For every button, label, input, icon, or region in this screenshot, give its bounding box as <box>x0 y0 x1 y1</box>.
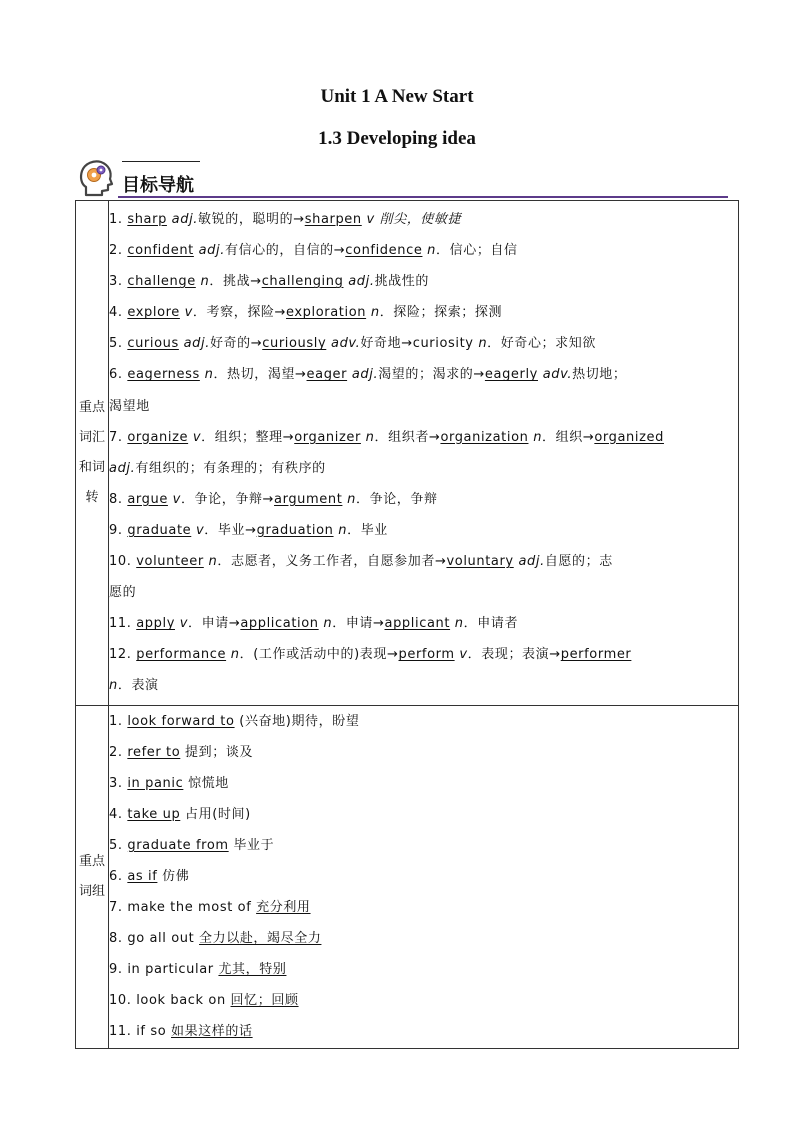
underlined-term: confident <box>127 243 194 259</box>
list-item <box>109 923 738 954</box>
underlined-term: challenging <box>261 274 344 290</box>
list-item <box>109 670 738 701</box>
list-item <box>109 297 738 328</box>
line-text: 热切地； <box>572 367 627 383</box>
underlined-term: take up <box>127 806 181 822</box>
line-text: ．挑战→ <box>209 274 262 290</box>
list-item <box>109 235 738 266</box>
underlined-term: 充分利用 <box>256 900 311 916</box>
line-text: ．争论，争辩→ <box>180 491 275 507</box>
line-text: 提到；谈及 <box>180 744 254 760</box>
phrase-list <box>109 705 739 1048</box>
head-gears-icon <box>78 159 114 197</box>
line-text: n <box>422 243 437 259</box>
list-item <box>109 892 738 923</box>
underlined-term: sharp <box>127 212 167 227</box>
line-text: ．组织→ <box>542 429 595 445</box>
line-text: ．毕业→ <box>204 522 257 538</box>
underlined-term: as if <box>127 868 158 884</box>
line-text: n <box>333 522 348 538</box>
underlined-term: 回忆；回顾 <box>230 993 299 1009</box>
line-text: 7. <box>109 429 128 445</box>
underlined-term: argument <box>274 491 343 507</box>
line-text: ．信心；自信 <box>436 243 518 259</box>
line-text: 渴望的；渴求的→ <box>378 367 485 383</box>
category-cell-phrases: 重点 词组 <box>76 705 109 1048</box>
list-item <box>109 391 738 422</box>
line-text: ．好奇心；求知欲 <box>487 336 596 352</box>
underlined-term: volunteer <box>136 554 204 570</box>
line-text: 11. <box>109 616 137 632</box>
line-text: n <box>360 429 375 445</box>
phrase-section-row <box>76 705 739 1048</box>
line-text: adj. <box>347 367 379 383</box>
line-text: 7. make the most of <box>109 900 257 916</box>
line-text: n <box>203 554 218 570</box>
underlined-term: curiously <box>262 336 327 352</box>
line-text: 11. if so <box>109 1024 171 1040</box>
line-text: adj. <box>343 274 375 290</box>
line-text: ．组织者→ <box>374 429 441 445</box>
line-text: 渴望地 <box>109 398 150 414</box>
underlined-term: explore <box>127 305 180 321</box>
line-text: 好奇的→ <box>209 336 263 352</box>
category-cell-vocab: 重点 词汇 和词 转 <box>76 201 109 706</box>
line-text: 挑战性的 <box>374 274 429 290</box>
underlined-term: challenge <box>127 274 196 290</box>
line-text: ．志愿者，义务工作者，自愿参加者→ <box>217 554 447 570</box>
list-item <box>109 546 738 577</box>
line-text: 9. <box>109 522 128 538</box>
banner-top-rule <box>122 161 200 162</box>
list-item <box>109 515 738 546</box>
line-text: 愿的 <box>109 585 137 601</box>
line-text: n <box>450 616 464 632</box>
line-text: n <box>366 305 380 321</box>
underlined-term: graduate <box>127 522 192 538</box>
line-text: adj. <box>109 460 136 476</box>
underlined-term: eagerness <box>127 367 200 383</box>
underlined-term: application <box>240 616 319 632</box>
line-text: (兴奋地)期待，盼望 <box>234 713 360 729</box>
line-text: v <box>167 491 181 507</box>
line-text: 4. <box>109 806 128 822</box>
list-item <box>109 737 738 768</box>
line-text: 10. <box>109 554 137 570</box>
underlined-term: eagerly <box>484 367 538 383</box>
underlined-term: perform <box>398 647 455 663</box>
vocab-section-row <box>76 201 739 706</box>
line-text: n <box>195 274 210 290</box>
line-text: ．(工作或活动中的)表现→ <box>239 647 399 663</box>
line-text: v <box>454 647 468 663</box>
line-text: n <box>318 616 333 632</box>
list-item <box>109 266 738 297</box>
line-text: 1. <box>109 212 128 227</box>
list-item <box>109 608 738 639</box>
line-text: 毕业于 <box>228 837 275 853</box>
underlined-term: performance <box>136 647 227 663</box>
underlined-term: performer <box>560 647 632 663</box>
line-text: ．考察，探险→ <box>192 305 287 321</box>
line-text: n <box>226 647 240 663</box>
list-item <box>109 484 738 515</box>
list-item <box>109 830 738 861</box>
line-text: ．探险；探索；探测 <box>379 305 503 321</box>
line-text: n <box>478 336 488 352</box>
underlined-term: 如果这样的话 <box>171 1024 253 1040</box>
underlined-term: curious <box>127 336 179 352</box>
underlined-term: exploration <box>286 305 367 321</box>
line-text: v <box>179 305 193 321</box>
underlined-term: organize <box>127 429 189 445</box>
line-text: adj. <box>193 243 225 259</box>
line-text: n <box>109 678 118 694</box>
line-text: n <box>199 367 214 383</box>
line-text: ．申请→ <box>332 616 385 632</box>
line-text: 9. in particular <box>109 962 219 978</box>
line-text: 3. <box>109 775 128 791</box>
line-text: adj. <box>513 554 545 570</box>
section-banner <box>78 157 728 201</box>
underlined-term: organizer <box>294 429 361 445</box>
list-item <box>109 985 738 1016</box>
underlined-term: organization <box>440 429 529 445</box>
list-item <box>109 768 738 799</box>
line-text: 2. <box>109 243 128 259</box>
line-text: adj. <box>166 212 199 227</box>
underlined-term: look forward to <box>127 713 235 729</box>
page-subtitle: 1.3 Developing idea <box>318 128 476 149</box>
underlined-term: apply <box>136 616 175 632</box>
page-title: Unit 1 A New Start <box>320 86 474 107</box>
line-text: v <box>188 429 202 445</box>
line-text: 2. <box>109 744 128 760</box>
underlined-term: argue <box>127 491 168 507</box>
line-text: v 削尖，使敏捷 <box>361 212 462 227</box>
underlined-term: organized <box>594 429 664 445</box>
line-text: 8. <box>109 491 128 507</box>
line-text: 12. <box>109 647 137 663</box>
line-text: v <box>175 616 189 632</box>
line-text: ．毕业 <box>347 522 388 538</box>
line-text: 自愿的；志 <box>544 554 613 570</box>
line-text: ．申请→ <box>188 616 241 632</box>
list-item <box>109 453 738 484</box>
line-text: ．组织；整理→ <box>201 429 295 445</box>
line-text: 6. <box>109 868 128 884</box>
line-text: 8. go all out <box>109 931 200 947</box>
list-item <box>109 706 738 737</box>
line-text: n <box>342 491 356 507</box>
line-text: 5. <box>109 837 128 853</box>
banner-underline <box>118 196 728 198</box>
banner-label: 目标导航 <box>122 175 194 196</box>
list-item <box>109 639 738 670</box>
underlined-term: graduate from <box>127 837 229 853</box>
line-text: adv. <box>537 367 573 383</box>
list-item <box>109 422 738 453</box>
vocab-list <box>109 201 739 706</box>
line-text: n <box>528 429 543 445</box>
list-item <box>109 328 738 359</box>
line-text: adv. <box>326 336 361 352</box>
line-text: 有组织的；有条理的；有秩序的 <box>135 460 326 476</box>
line-text: 仿佛 <box>157 868 190 884</box>
line-text: adj. <box>178 336 210 352</box>
line-text: 6. <box>109 367 128 383</box>
list-item <box>109 1016 738 1047</box>
line-text: 惊慌地 <box>183 775 229 791</box>
line-text: 好奇地→curiosity <box>360 336 479 352</box>
underlined-term: eager <box>306 367 348 383</box>
line-text: 10. look back on <box>109 993 231 1009</box>
list-item <box>109 359 738 390</box>
list-item <box>109 954 738 985</box>
line-text: 5. <box>109 336 128 352</box>
list-item <box>109 861 738 892</box>
list-item <box>109 204 738 235</box>
underlined-term: 全力以赴，竭尽全力 <box>199 931 322 947</box>
line-text: 敏锐的，聪明的→ <box>198 212 305 227</box>
underlined-term: in panic <box>127 775 184 791</box>
line-text: 有信心的，自信的→ <box>224 243 346 259</box>
list-item <box>109 577 738 608</box>
line-text: ．表现；表演→ <box>467 647 561 663</box>
underlined-term: sharpen <box>304 212 362 227</box>
line-text: ．热切，渴望→ <box>213 367 307 383</box>
line-text: 1. <box>109 713 128 729</box>
vocab-table <box>75 200 739 1049</box>
underlined-term: graduation <box>256 522 334 538</box>
underlined-term: voluntary <box>446 554 514 570</box>
line-text: ．申请者 <box>463 616 519 632</box>
underlined-term: 尤其，特别 <box>218 962 287 978</box>
line-text: ．表演 <box>117 678 159 694</box>
line-text: v <box>191 522 205 538</box>
line-text: 4. <box>109 305 128 321</box>
line-text: ．争论，争辩 <box>356 491 438 507</box>
line-text: 3. <box>109 274 128 290</box>
underlined-term: confidence <box>345 243 423 259</box>
underlined-term: refer to <box>127 744 181 760</box>
underlined-term: applicant <box>384 616 451 632</box>
list-item <box>109 799 738 830</box>
line-text: 占用(时间) <box>180 806 251 822</box>
